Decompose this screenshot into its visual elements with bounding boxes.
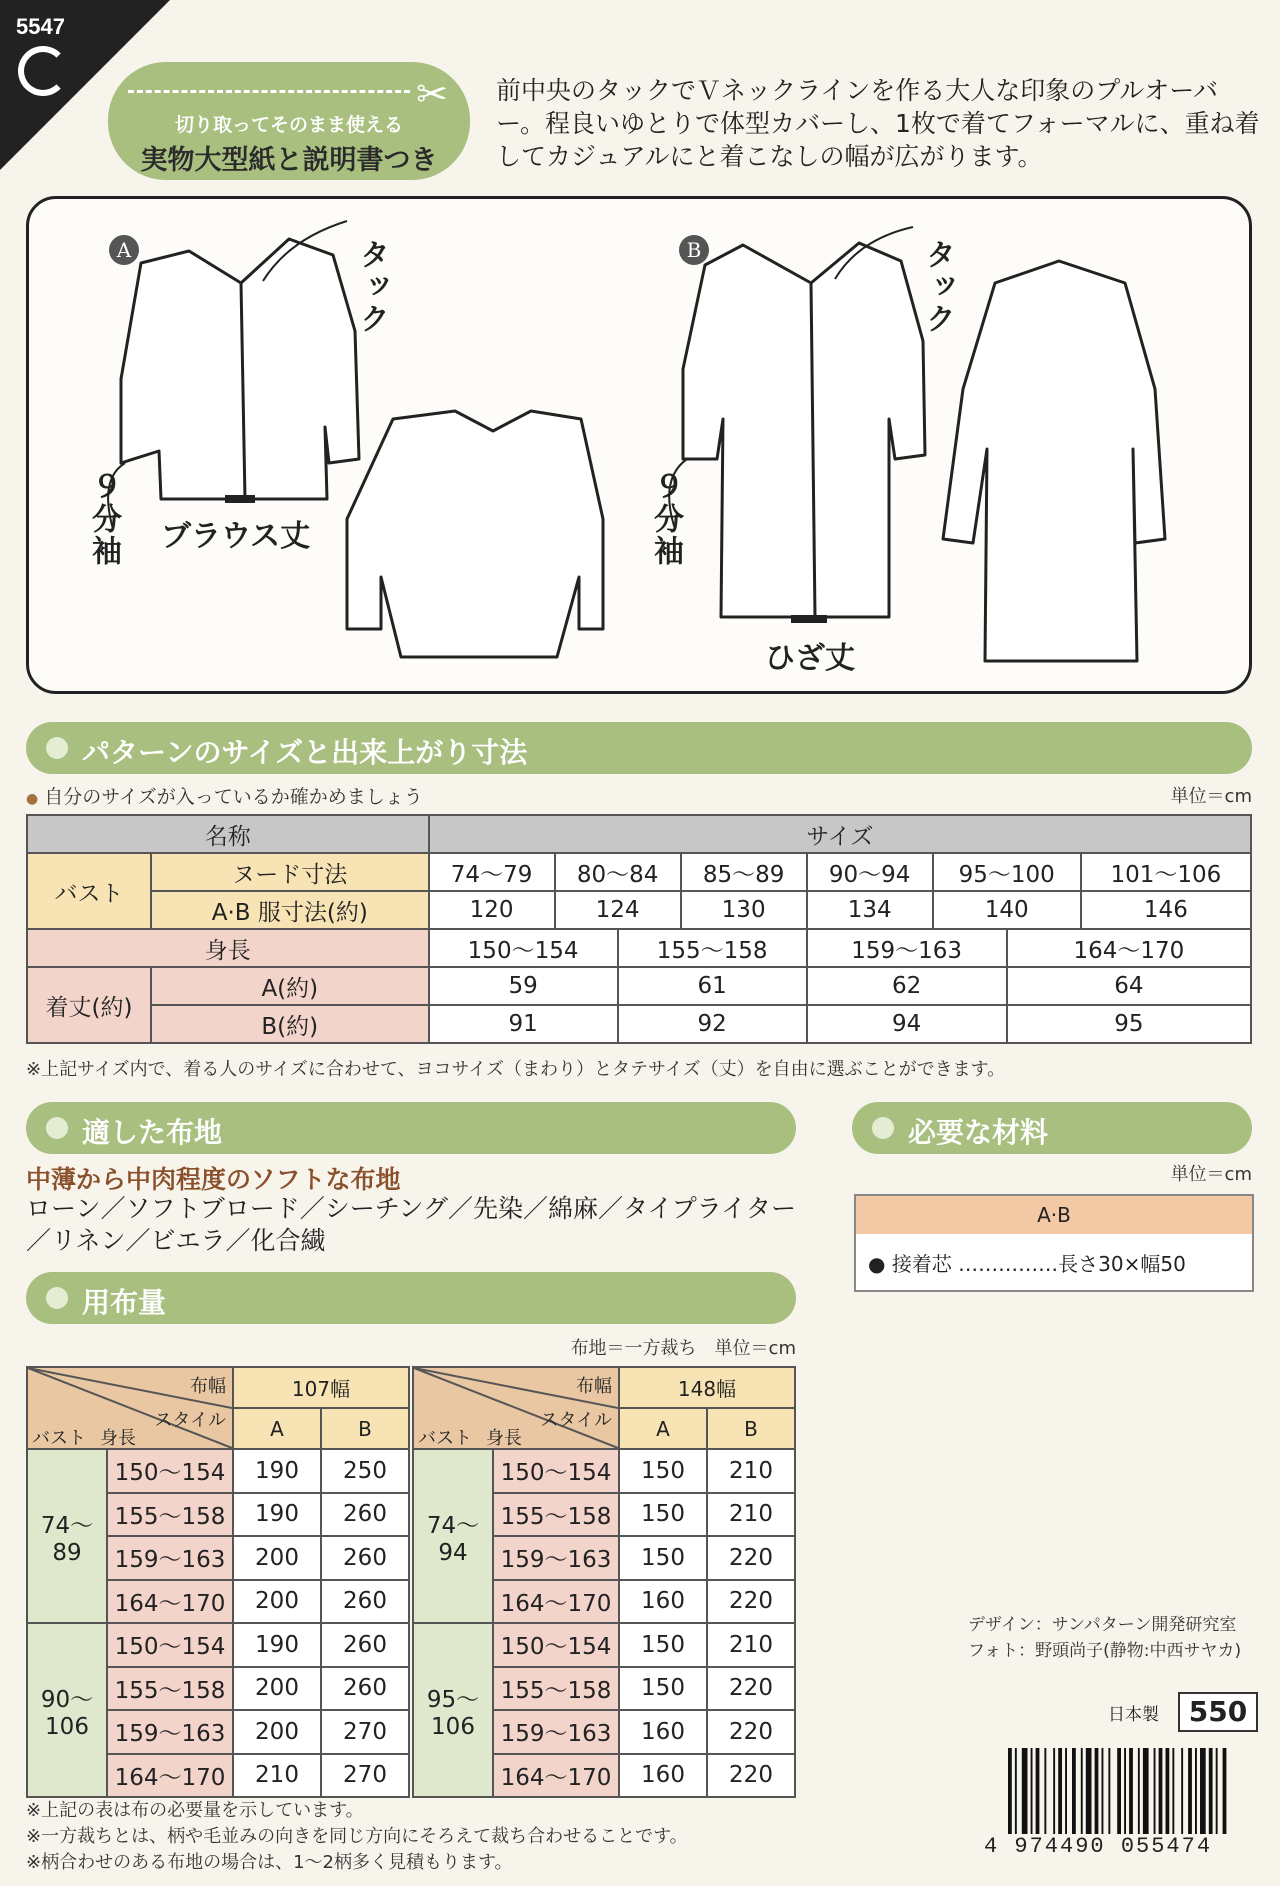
table-row bbox=[413, 1623, 795, 1667]
barcode-bar bbox=[1124, 1748, 1126, 1834]
garment-value: 134 bbox=[807, 891, 933, 929]
materials-section-header bbox=[852, 1102, 1252, 1154]
nude-value: 85〜89 bbox=[681, 853, 807, 891]
barcode-bar bbox=[1108, 1748, 1110, 1834]
height-value: 150〜154 bbox=[429, 929, 618, 967]
nude-label: ヌード寸法 bbox=[151, 853, 429, 891]
height-value: 155〜158 bbox=[618, 929, 807, 967]
yardage-footnote: ※一方裁ちとは、柄や毛並みの向きを同じ方向にそろえて裁ち合わせることです。 bbox=[26, 1826, 688, 1847]
yardage-b: 260 bbox=[321, 1580, 409, 1624]
size-section-title: パターンのサイズと出来上がり寸法 bbox=[82, 736, 528, 769]
bust-label: バスト bbox=[27, 853, 151, 929]
yardage-table-1 bbox=[412, 1366, 796, 1798]
yardage-a: 150 bbox=[619, 1623, 707, 1667]
table-row bbox=[413, 1449, 795, 1493]
size-table bbox=[26, 814, 1252, 1044]
bust-label: バスト bbox=[32, 1428, 86, 1449]
fabric-width: 107幅 bbox=[233, 1367, 409, 1408]
barcode-bar bbox=[1053, 1748, 1055, 1834]
size-check-note: ● 自分のサイズが入っているか確かめましょう bbox=[26, 782, 423, 809]
bust-range bbox=[27, 1449, 107, 1623]
yardage-b: 210 bbox=[707, 1493, 795, 1537]
yardage-b: 270 bbox=[321, 1710, 409, 1754]
fabric-list: ローン／ソフトブロード／シーチング／先染／綿麻／タイプライター／リネン／ビエラ／化合繊 bbox=[26, 1194, 797, 1255]
pattern-number: 5547 bbox=[16, 14, 65, 39]
height-range: 159〜163 bbox=[107, 1710, 233, 1754]
barcode-bar bbox=[1181, 1748, 1183, 1834]
yardage-b: 210 bbox=[707, 1449, 795, 1493]
section-dot-icon bbox=[46, 1287, 68, 1309]
height-range: 155〜158 bbox=[107, 1493, 233, 1537]
height-range: 150〜154 bbox=[107, 1449, 233, 1493]
tuck-label-b: タック bbox=[920, 239, 955, 335]
blouse-back-drawing bbox=[347, 411, 603, 657]
barcode-bar bbox=[1015, 1748, 1017, 1834]
length-b-value: 91 bbox=[429, 1005, 618, 1043]
yardage-b: 260 bbox=[321, 1536, 409, 1580]
cut-line bbox=[128, 90, 410, 93]
length-label-a: ブラウス丈 bbox=[161, 519, 311, 554]
yardage-section-header bbox=[26, 1272, 796, 1324]
barcode-bar bbox=[1216, 1748, 1218, 1834]
dress-back-drawing bbox=[943, 261, 1165, 661]
brand-logo-icon bbox=[18, 46, 68, 96]
badge-title: 実物大型紙と説明書つき bbox=[140, 145, 438, 176]
length-a-value: 59 bbox=[429, 967, 618, 1005]
yardage-a: 190 bbox=[233, 1623, 321, 1667]
material-item: ● 接着芯 ……………長さ30×幅50 bbox=[868, 1252, 1186, 1276]
tuck-label-a: タック bbox=[354, 239, 389, 335]
bust-label: バスト bbox=[418, 1428, 472, 1449]
bust-range bbox=[27, 1623, 107, 1797]
blouse-front-drawing bbox=[121, 239, 359, 499]
bust-range-text: 74〜89 bbox=[40, 1512, 94, 1566]
barcode-bar bbox=[1022, 1748, 1028, 1834]
table-row bbox=[27, 1449, 409, 1493]
fabric-section-header bbox=[26, 1102, 796, 1154]
barcode-bar bbox=[1008, 1748, 1012, 1834]
nude-value: 80〜84 bbox=[555, 853, 681, 891]
bust-range-text: 90〜106 bbox=[40, 1686, 94, 1740]
yardage-a: 190 bbox=[233, 1493, 321, 1537]
nude-value: 90〜94 bbox=[807, 853, 933, 891]
style-label: スタイル bbox=[154, 1410, 226, 1431]
yardage-b: 270 bbox=[321, 1754, 409, 1798]
material-name: 接着芯 bbox=[891, 1252, 952, 1276]
barcode-bar bbox=[1154, 1748, 1156, 1834]
style-col: A bbox=[619, 1408, 707, 1449]
garment-label: A·B 服寸法(約) bbox=[151, 891, 429, 929]
dress-front-drawing bbox=[683, 243, 925, 617]
size-unit: 単位＝cm bbox=[1170, 786, 1252, 807]
barcode-bar bbox=[1117, 1748, 1121, 1834]
yardage-a: 160 bbox=[619, 1754, 707, 1798]
height-label: 身長 bbox=[27, 929, 429, 967]
yardage-corner-cell bbox=[413, 1367, 619, 1449]
height-value: 159〜163 bbox=[807, 929, 1007, 967]
material-size: 長さ30×幅50 bbox=[1058, 1252, 1186, 1276]
design-credit: デザイン：サンパターン開発研究室 bbox=[968, 1615, 1237, 1635]
garment-value: 140 bbox=[933, 891, 1081, 929]
price-box: 550 bbox=[1178, 1692, 1258, 1732]
height-range: 150〜154 bbox=[493, 1449, 619, 1493]
height-range: 159〜163 bbox=[107, 1536, 233, 1580]
barcode-bar bbox=[1188, 1748, 1192, 1834]
garment-value: 124 bbox=[555, 891, 681, 929]
barcode-bar bbox=[1072, 1748, 1076, 1834]
height-range: 159〜163 bbox=[493, 1710, 619, 1754]
barcode-bar bbox=[1065, 1748, 1067, 1834]
style-a-marker: A bbox=[109, 235, 139, 265]
height-range: 155〜158 bbox=[493, 1667, 619, 1711]
bust-range-text: 95〜106 bbox=[426, 1686, 480, 1740]
yardage-footnote: ※上記の表は布の必要量を示しています。 bbox=[26, 1800, 364, 1821]
barcode-bar bbox=[1058, 1748, 1062, 1834]
length-b-value: 94 bbox=[807, 1005, 1007, 1043]
badge-subtitle: 切り取ってそのまま使える bbox=[174, 114, 403, 136]
size-section-header bbox=[26, 722, 1252, 774]
height-range: 164〜170 bbox=[107, 1754, 233, 1798]
height-range: 164〜170 bbox=[493, 1754, 619, 1798]
yardage-a: 200 bbox=[233, 1710, 321, 1754]
barcode-bar bbox=[1031, 1748, 1033, 1834]
bust-range-text: 74〜94 bbox=[426, 1512, 480, 1566]
section-dot-icon bbox=[46, 737, 68, 759]
bust-range bbox=[413, 1623, 493, 1797]
yardage-a: 200 bbox=[233, 1580, 321, 1624]
length-b-value: 92 bbox=[618, 1005, 807, 1043]
barcode-bar bbox=[1036, 1748, 1040, 1834]
yardage-b: 220 bbox=[707, 1580, 795, 1624]
length-a-value: 61 bbox=[618, 967, 807, 1005]
yardage-b: 210 bbox=[707, 1623, 795, 1667]
garment-value: 130 bbox=[681, 891, 807, 929]
length-a-value: 62 bbox=[807, 967, 1007, 1005]
yardage-b: 220 bbox=[707, 1536, 795, 1580]
barcode-bar bbox=[1195, 1748, 1197, 1834]
barcode-bar bbox=[1209, 1748, 1213, 1834]
full-size-pattern-badge bbox=[108, 62, 470, 180]
header-size: サイズ bbox=[429, 815, 1251, 853]
scissors-icon: ✂ bbox=[416, 72, 448, 116]
height-range: 164〜170 bbox=[107, 1580, 233, 1624]
height-range: 150〜154 bbox=[107, 1623, 233, 1667]
garment-line-drawings bbox=[29, 199, 1255, 697]
barcode-bar bbox=[1138, 1748, 1140, 1834]
yardage-b: 260 bbox=[321, 1493, 409, 1537]
fabric-width: 148幅 bbox=[619, 1367, 795, 1408]
length-b-label: B(約) bbox=[151, 1005, 429, 1043]
header-name: 名称 bbox=[27, 815, 429, 853]
barcode-bar bbox=[1143, 1748, 1149, 1834]
barcode-icon bbox=[1006, 1748, 1258, 1840]
yardage-a: 150 bbox=[619, 1493, 707, 1537]
yardage-a: 200 bbox=[233, 1536, 321, 1580]
height-range: 164〜170 bbox=[493, 1580, 619, 1624]
garment-value: 120 bbox=[429, 891, 555, 929]
photo-credit: フォト：野頭尚子(静物:中西サヤカ) bbox=[968, 1641, 1242, 1661]
fabric-width-label: 布幅 bbox=[190, 1376, 226, 1397]
yardage-a: 160 bbox=[619, 1580, 707, 1624]
sleeve-label-b: ９分袖 bbox=[648, 471, 683, 567]
sleeve-label-a: ９分袖 bbox=[86, 471, 121, 567]
barcode-bar bbox=[1095, 1748, 1099, 1834]
yardage-a: 150 bbox=[619, 1449, 707, 1493]
barcode-bar bbox=[1166, 1748, 1170, 1834]
yardage-b: 220 bbox=[707, 1710, 795, 1754]
materials-box bbox=[854, 1194, 1254, 1292]
style-col: B bbox=[321, 1408, 409, 1449]
materials-header: A·B bbox=[856, 1196, 1252, 1234]
height-value: 164〜170 bbox=[1007, 929, 1251, 967]
length-a-label: A(約) bbox=[151, 967, 429, 1005]
product-description: 前中央のタックでＶネックラインを作る大人な印象のプルオーバー。程良いゆとりで体型カバーし、1枚で着てフォーマルに、重ね着してカジュアルにと着こなしの幅が広がります。 bbox=[496, 76, 1260, 171]
length-b-value: 95 bbox=[1007, 1005, 1251, 1043]
yardage-note: 布地＝一方裁ち 単位＝cm bbox=[570, 1338, 796, 1359]
made-in-label: 日本製 bbox=[1108, 1705, 1159, 1725]
yardage-a: 200 bbox=[233, 1667, 321, 1711]
yardage-b: 220 bbox=[707, 1667, 795, 1711]
height-label: 身長 bbox=[100, 1428, 136, 1449]
nude-value: 101〜106 bbox=[1081, 853, 1251, 891]
length-label-b: ひざ丈 bbox=[765, 641, 855, 676]
yardage-footnote: ※柄合わせのある布地の場合は、1〜2柄多く見積もります。 bbox=[26, 1852, 513, 1873]
yardage-a: 210 bbox=[233, 1754, 321, 1798]
barcode-bar bbox=[1129, 1748, 1133, 1834]
barcode-bar bbox=[1044, 1748, 1046, 1834]
barcode-bar bbox=[1223, 1748, 1227, 1834]
height-label: 身長 bbox=[486, 1428, 522, 1449]
barcode-bar bbox=[1086, 1748, 1092, 1834]
height-range: 159〜163 bbox=[493, 1536, 619, 1580]
section-dot-icon bbox=[46, 1117, 68, 1139]
barcode-bar bbox=[1200, 1748, 1206, 1834]
size-footnote: ※上記サイズ内で、着る人のサイズに合わせて、ヨコサイズ（まわり）とタテサイズ（丈）を自由に選ぶことができます。 bbox=[26, 1059, 1006, 1080]
materials-unit: 単位＝cm bbox=[1170, 1164, 1252, 1185]
style-b-marker: B bbox=[679, 235, 709, 265]
yardage-section-title: 用布量 bbox=[82, 1286, 167, 1319]
yardage-a: 160 bbox=[619, 1710, 707, 1754]
yardage-a: 150 bbox=[619, 1667, 707, 1711]
yardage-b: 260 bbox=[321, 1667, 409, 1711]
yardage-a: 190 bbox=[233, 1449, 321, 1493]
bust-range bbox=[413, 1449, 493, 1623]
style-label: スタイル bbox=[540, 1410, 612, 1431]
nude-value: 74〜79 bbox=[429, 853, 555, 891]
length-a-value: 64 bbox=[1007, 967, 1251, 1005]
yardage-b: 220 bbox=[707, 1754, 795, 1798]
yardage-corner-cell bbox=[27, 1367, 233, 1449]
barcode-bar bbox=[1102, 1748, 1104, 1834]
table-row bbox=[27, 1623, 409, 1667]
yardage-b: 260 bbox=[321, 1623, 409, 1667]
fabric-width-label: 布幅 bbox=[576, 1376, 612, 1397]
yardage-a: 150 bbox=[619, 1536, 707, 1580]
nude-value: 95〜100 bbox=[933, 853, 1081, 891]
yardage-table-0 bbox=[26, 1366, 410, 1798]
fabric-heading: 中薄から中肉程度のソフトな布地 bbox=[26, 1165, 401, 1194]
barcode-number: 4 974490 055474 bbox=[984, 1834, 1213, 1859]
material-dots: …………… bbox=[958, 1252, 1059, 1276]
barcode-bar bbox=[1081, 1748, 1083, 1834]
height-range: 150〜154 bbox=[493, 1623, 619, 1667]
yardage-b: 250 bbox=[321, 1449, 409, 1493]
garment-illustration-panel bbox=[26, 196, 1252, 694]
length-label: 着丈(約) bbox=[27, 967, 151, 1043]
style-col: A bbox=[233, 1408, 321, 1449]
barcode-bar bbox=[1172, 1748, 1174, 1834]
style-col: B bbox=[707, 1408, 795, 1449]
materials-section-title: 必要な材料 bbox=[908, 1116, 1049, 1149]
section-dot-icon bbox=[872, 1117, 894, 1139]
garment-value: 146 bbox=[1081, 891, 1251, 929]
height-range: 155〜158 bbox=[107, 1667, 233, 1711]
height-range: 155〜158 bbox=[493, 1493, 619, 1537]
barcode-bar bbox=[1159, 1748, 1163, 1834]
fabric-section-title: 適した布地 bbox=[82, 1116, 223, 1149]
